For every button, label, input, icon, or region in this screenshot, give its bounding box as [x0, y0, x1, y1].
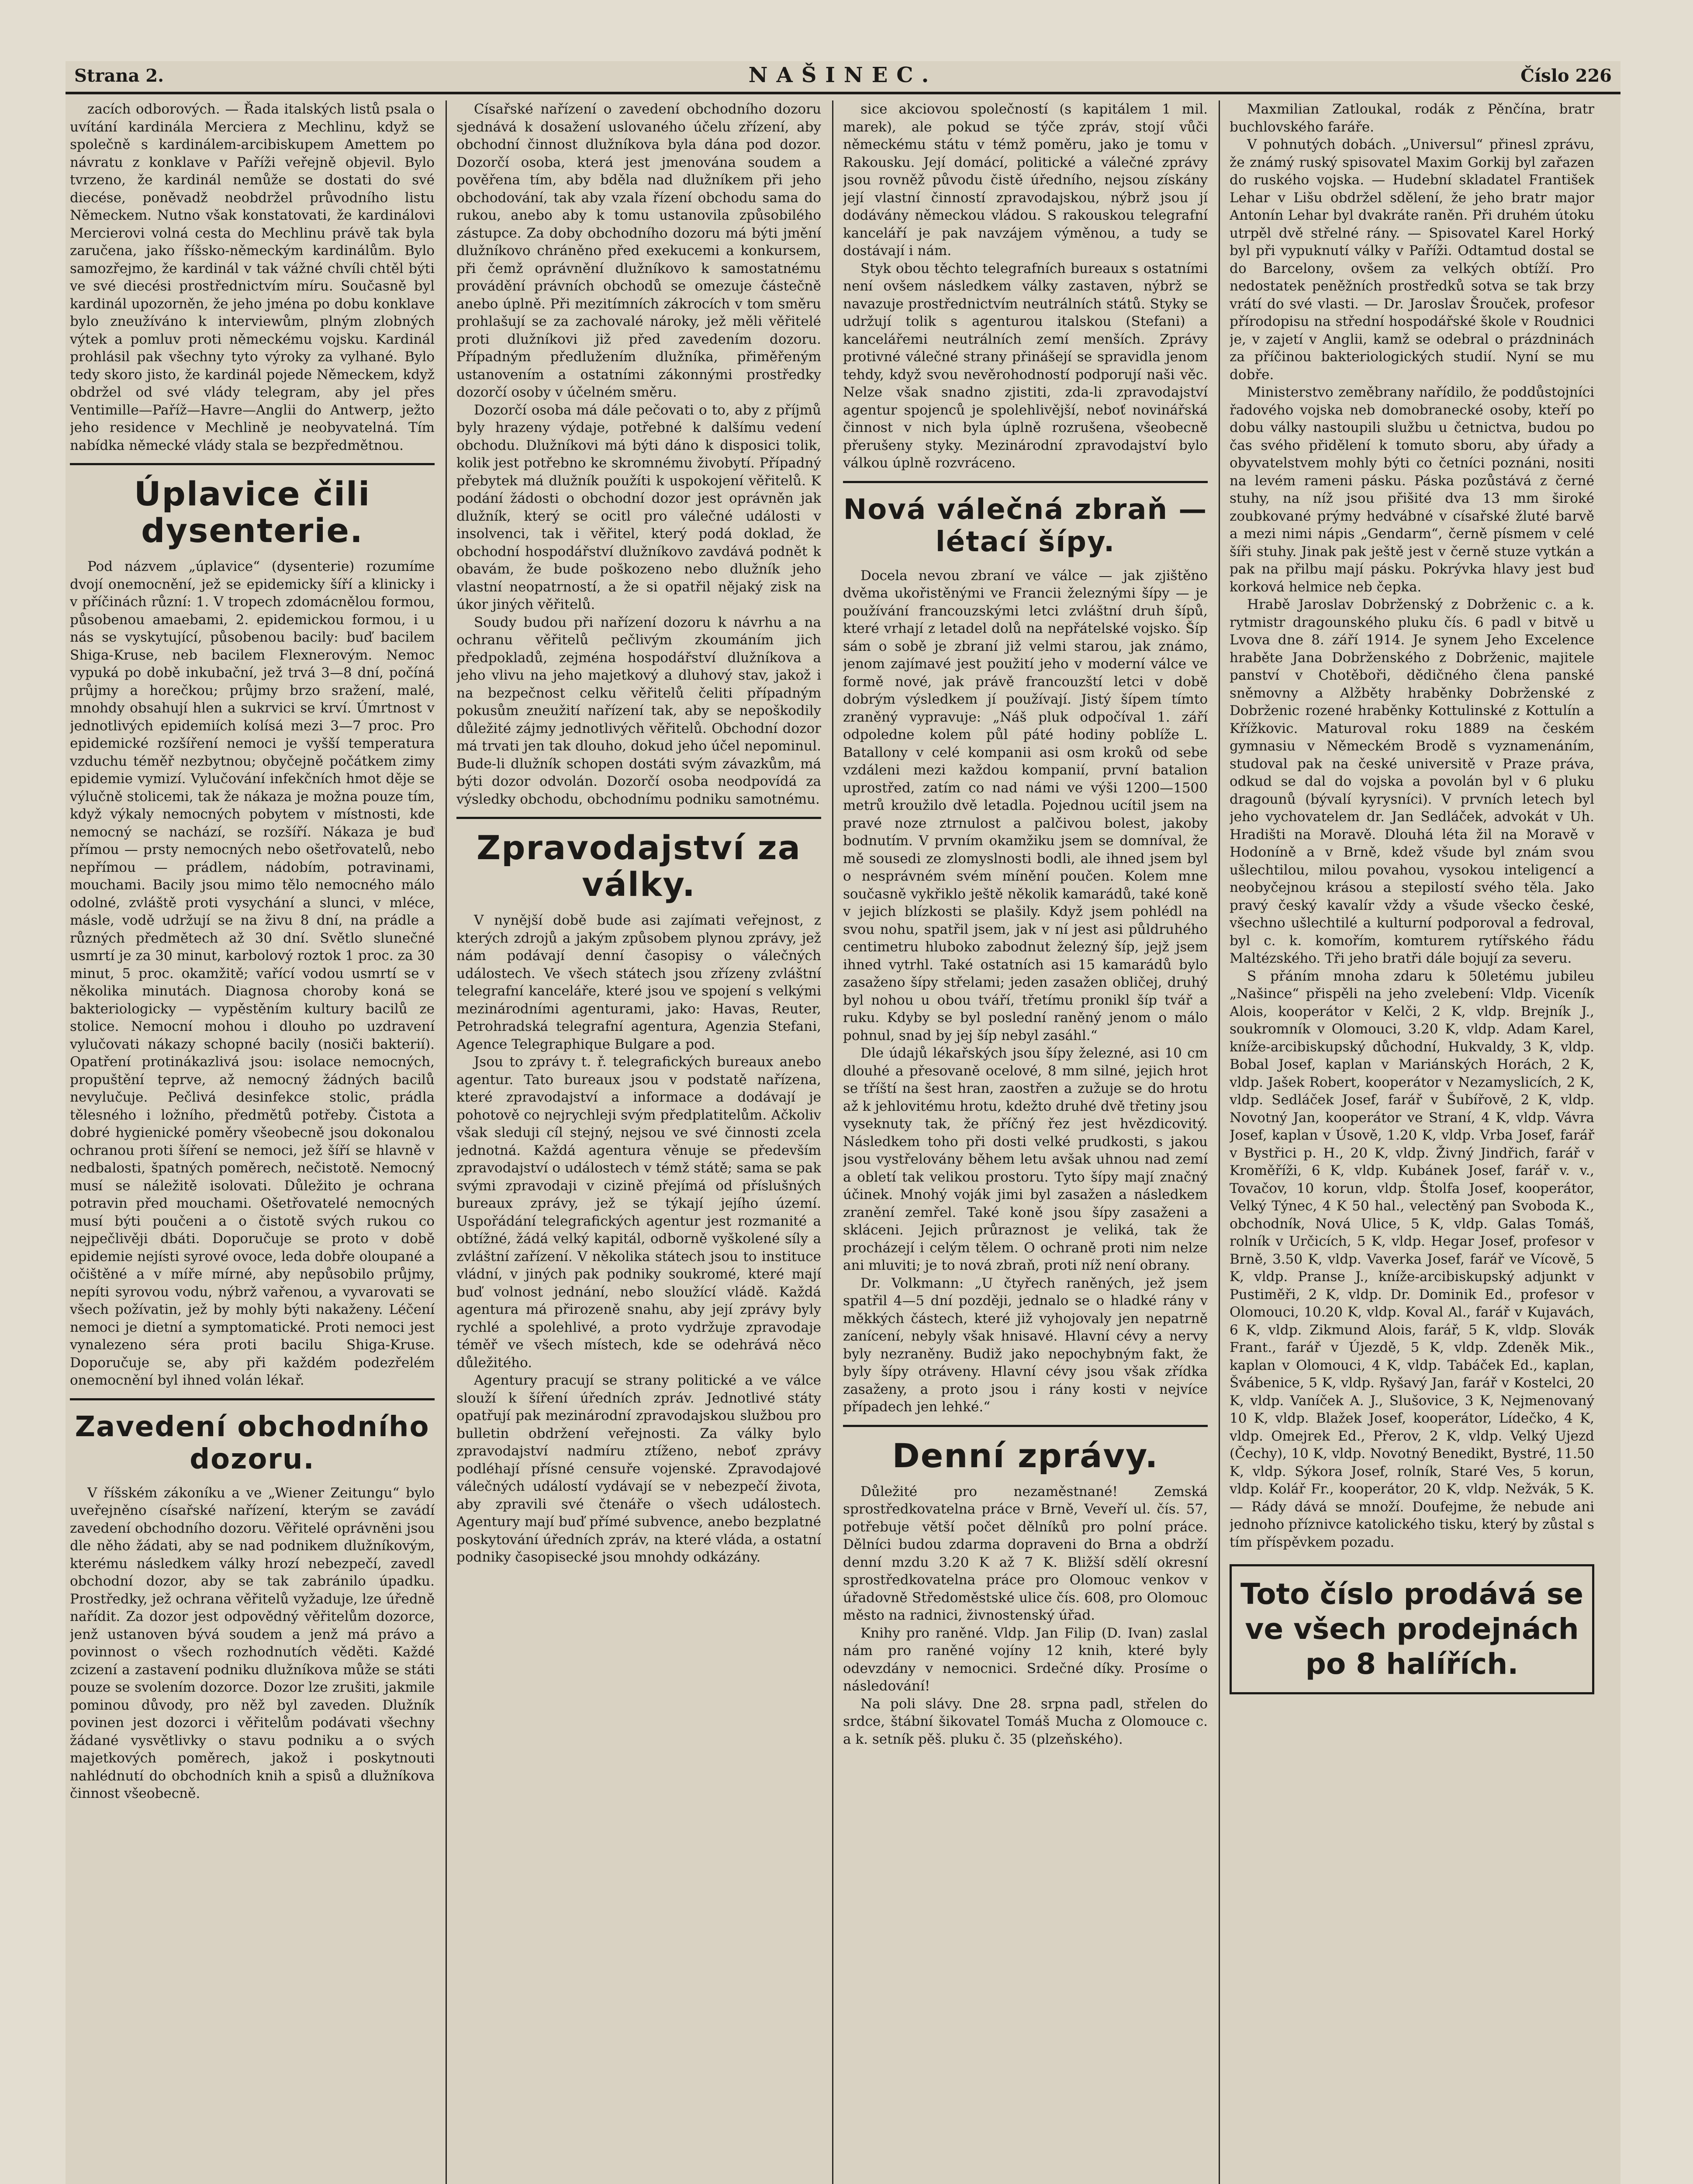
article-heading: Zpravodajství za války.: [477, 828, 801, 904]
article-text: Na poli slávy. Dne 28. srpna padl, střelen do srdce, štábní šikovatel Tomáš Mucha z Olomouce c. a k. setník pěš. pluku č. 35 (plzeňského).: [843, 1696, 1208, 1747]
article-text: V říšském zákoníku a ve „Wiener Zeitungu“ bylo uveřejněno císařské nařízení, kterým se zavádí zavedení obchodního dozoru. Věřitelé oprávněni jsou dle něho žádati, aby se nad podnikem dlužníkovým, kterému následkem války hrozí nebezpečí, zavedl obchodní dozor, aby se tak zabránilo úpadku. Prostředky, jež ochrana věřitelů vyžaduje, lze úředně nařídit. Za dozor jest odpovědný věřitelům dozorce, jenž ustanoven bývá soudem a jenž má právo a povinnost o všech rozhodnutích věděti. Každé zcizení a zastavení podniku dlužníkova může se státi pouze se svolením dozorce. Dozor lze zrušiti, jakmile pominou důvody, pro něž byl zaveden. Dlužník povinen jest dozorci i věřitelům podávati všechny žádané vysvětlivky o stavu podniku a o svých majetkových poměrech, jakož i poskytnouti nahlédnutí do obchodních knih a spisů a dlužníkova činnost všeobecně.: [70, 1485, 435, 1801]
column-4: [1230, 100, 1594, 2184]
article-text: S přáním mnoha zdaru k 50letému jubileu „Našince“ přispěli na jeho zvelebení: Vldp. Viceník Alois, kooperátor v Kelči, 2 K, vldp. Brejník J., soukromník v Olomouci, 3.20 K, vldp. Adam Karel, kníže-arcibiskupský důchodní, Hukvaldy, 3 K, vldp. Bobal Josef, kaplan v Mariánských Horách, 2 K, vldp. Jašek Robert, kooperátor v Nezamyslicích, 2 K, vldp. Sedláček Josef, farář v Šubířově, 2 K, vldp. Novotný Jan, kooperátor ve Straní, 4 K, vldp. Vávra Josef, kaplan v Úsově, 1.20 K, vldp. Vrba Josef, farář v Bystřici p. H., 20 K, vldp. Živný Jindřich, farář v Kroměříži, 6 K, vldp. Kubánek Josef, farář v. v., Tovačov, 10 korun, vldp. Štolfa Josef, kooperátor, Velký Týnec, 4 K 50 hal., velectěný pan Svoboda K., obchodník, Nová Ulice, 5 K, vldp. Galas Tomáš, rolník v Určicích, 5 K, vldp. Hegar Josef, profesor v Brně, 3.50 K, vldp. Vaverka Josef, farář ve Vícově, 5 K, vldp. Pranse J., kníže-arcibiskupský adjunkt v Pustiměři, 2 K, vldp. Dr. Dominik Ed., profesor v Olomouci, 10.20 K, vldp. Koval Al., farář v Kujavách, 6 K, vldp. Zikmund Alois, farář, 5 K, vldp. Slovák Frant., farář v Újezdě, 5 K, vldp. Zdeněk Mik., kaplan v Olomouci, 4 K, vldp. Tabáček Ed., kaplan, Švábenice, 5 K, vldp. Ryšavý Jan, farář v Kostelci, 20 K, vldp. Vaníček A. J., Slušovice, 3 K, Nejmenovaný 10 K, vldp. Blažek Josef, kooperátor, Lídečko, 4 K, vldp. Omejrek Ed., Přerov, 2 K, vldp. Velký Ujezd (Čechy), 10 K, vldp. Novotný Benedikt, Bystré, 11.50 K, vldp. Sýkora Josef, rolník, Staré Ves, 5 korun, vldp. Kolář Fr., kooperátor, 20 K, vldp. Nežvák, 5 K. — Rády dává se množí. Doufejme, že nebude ani jednoho příznivce katolického tisku, který by zůstal s tím příspěvkem pozadu.: [1230, 968, 1594, 1550]
article-text: Knihy pro raněné. Vldp. Jan Filip (D. Ivan) zaslal nám pro raněné vojíny 12 knih, které byly odevzdány v nemocnici. Srdečné díky. Prosíme o následování!: [843, 1625, 1208, 1694]
article-text: Dr. Volkmann: „U čtyřech raněných, jež jsem spatřil 4—5 dní později, jednalo se o hladké rány v měkkých částech, které již vyhojovaly jen nepatrně zanícení, nebyly však hnisavé. Hlavní cévy a nervy byly nezraněny. Budiž jako nepochybným fakt, že byly šípy otráveny. Hlavní cévy jsou však zřídka zasaženy, a proto jsou i rány kosti v nejvíce případech jen lehké.“: [843, 1275, 1208, 1415]
article-divider: [70, 1398, 435, 1400]
article-text: V pohnutých dobách. „Universul“ přinesl zprávu, že známý ruský spisovatel Maxim Gorkij byl zařazen do ruského vojska. — Hudební skladatel František Lehar v Lišu obdržel sdělení, že jeho bratr major Antonín Lehar byl dvakráte raněn. Při druhém útoku utrpěl dvě střelné rány. — Spisovatel Karel Horký byl při vypuknutí války v Paříži. Odtamtud dostal se do Barcelony, ovšem za velkých obtíží. Pro nedostatek peněžních prostředků sotva se tak brzy vrátí do své vlasti. — Dr. Jaroslav Šrouček, profesor přírodopisu na střední hospodářské škole v Roudnici je, v zajetí v Anglii, kamž se odebral o prázdninách za příčinou bakteriologických studií. Nyní se mu dobře.: [1230, 137, 1594, 383]
article-text: Jsou to zprávy t. ř. telegrafických bureaux anebo agentur. Tato bureaux jsou v podstatě nařízena, které zpravodajství a informace a dodávají je pohotově co nejrychleji svým předplatitelům. Ačkoliv však sleduji cíl stejný, nejsou ve své činnosti zcela jednotná. Každá agentura věnuje se především zpravodajství o událostech v témž státě; sama se pak svými zpravodaji v cizině přejímá od příslušných bureaux zprávy, jež se týkají jejího území. Uspořádání telegrafických agentur jest rozmanité a obtížné, žádá velký kapitál, odborně vyškolené síly a zvláštní zařízení. V několika státech jsou to instituce vládní, v jiných pak podniky soukromé, které mají buď volnost jednání, nebo sloužící vládě. Každá agentura má přirozeně snahu, aby její zprávy byly rychlé a spolehlivé, a proto vydržuje zpravodaje téměř ve všech místech, kde se odehrává něco důležitého.: [456, 1054, 821, 1371]
article-text: sice akciovou společností (s kapitálem 1 mil. marek), ale pokud se týče zpráv, stojí vůči německému státu v témž poměru, jako je tomu v Rakousku. Její domácí, politické a válečné zprávy jsou rovněž původu čistě úředního, nejsou získány její vlastní činností zpravodajskou, nýbrž jsou jí dodávány německou vládou. S rakouskou telegrafní kanceláří je pak navzájem výměnou, a tudy se dostávají i nám.: [843, 101, 1208, 259]
column-divider: [1219, 100, 1220, 2184]
article-text: Docela nevou zbraní ve válce — jak zjištěno dvěma ukořistěnými ve Francii železnými šípy — je používání francouzskými letci zvláštní druh šípů, které vrhají z letadel dolů na nepřátelské vojsko. Šíp sám o sobě je zbraní již velmi starou, jak známo, jenom zajímavé jest použití jeho v moderní válce ve formě nové, jak právě francouzští letci v době dobrým výsledkem jí používají. Jistý šípem tímto zraněný vypravuje: „Náš pluk odpočíval 1. září odpoledne kolem půl páté hodiny poblíže L. Batallony v celé kompanii asi osm kroků od sebe vzdáleni mezi každou kompanií, první batalion uprostřed, zatím co nad námi ve výši 1200—1500 metrů kroužilo dvě letadla. Pojednou ucítil jsem na pravé noze ztrnulost a palčivou bolest, jakoby bodnutím. V prvním okamžiku jsem se domníval, že mě sousedi ze zlomyslnosti bodli, ale ihned jsem byl o nesprávném svém mínění poučen. Kolem mne současně vykřiklo ještě několik kamarádů, také koně v jejich blízkosti se plašily. Když jsem pohlédl na svou nohu, spatřil jsem, jak v ní jest asi půldruhého centimetru hluboko zabodnut železný šíp, jejž jsem ihned vytrhl. Také ostatních asi 15 kamarádů bylo zasaženo šípy střelami; jeden zasažen obličej, druhý byl nohou u obou tváří, třetímu pronikl šíp tvář a ruku. Kdyby se byl poslední raněný jenom o málo pohnul, snad by jej šíp nebyl zasáhl.“: [843, 567, 1208, 1044]
article-heading: Úplavice čili dysenterie.: [134, 474, 371, 550]
newspaper-page: [66, 61, 1620, 2184]
page-header: [66, 61, 1620, 92]
article-text: Soudy budou při nařízení dozoru k návrhu a na ochranu věřitelů pečlivým zkoumáním jich předpokladů, zejména hospodářství dlužníkova a jeho vlivu na jeho majetkový a dluhový stav, jakož i na bezpečnost celku věřitelů čeliti případným pokusům zneužití nařízení tak, aby se nepoškodily důležité zájmy jednotlivých věřitelů. Obchodní dozor má trvati jen tak dlouho, dokud jeho účel nepominul. Bude-li dlužník schopen dostáti svým závazkům, má býti dozor odvolán. Dozorčí osoba neodpovídá za výsledky obchodu, obchodnímu podniku samotnému.: [456, 614, 821, 807]
header-rule: [66, 92, 1620, 94]
column-divider: [446, 100, 447, 2184]
article-text: Pod názvem „úplavice“ (dysenterie) rozumíme dvojí onemocnění, jež se epidemicky šíří a klinicky i v příčinách různí: 1. V tropech zdomácnělou formou, působenou amaebami, 2. epidemickou formou, i u nás se vyskytující, působenou bacily: buď bacilem Shiga-Kruse, neb bacilem Flexnerovým. Nemoc vypuká po době inkubační, jež trvá 3—8 dní, počíná průjmy a horečkou; průjmy brzo sražení, malé, mnohdy obsahují hlen a sukrvici se krví. Úmrtnost v jednotlivých epidemiích kolísá mezi 3—7 proc. Pro epidemické rozšíření nemoci je vyšší temperatura vzduchu téměř nezbytnou; obyčejně počátkem zimy epidemie vymizí. Vylučování infekčních hmot děje se výlučně stolicemi, tak že nákaza je možna pouze tím, když výkaly nemocných pobytem v místnosti, kde nemocný se nachází, se rozšíří. Nákaza je buď přímou — prsty nemocných nebo ošetřovatelů, nebo nepřímou — prádlem, nádobím, potravinami, mouchami. Bacily jsou mimo tělo nemocného málo odolné, zvláště proti vysychání a slunci, v mléce, másle, vodě udržují se na živu 8 dní, na prádle a různých předmětech až 30 dní. Světlo slunečné usmrtí je za 30 minut, karbolový roztok 1 proc. za 30 minut, 5 proc. okamžitě; vařící vodou usmrtí se v několika minutách. Diagnosa choroby koná se bakteriologicky — vypěstěním kultury bacilů ze stolice. Nemocní mohou i dlouho po uzdravení vylučovati nákazy schopné bacily (nosiči bakterií). Opatření protinákazlivá jsou: isolace nemocných, propuštění teprve, až nemocný žádných bacilů nevylučuje. Pečlivá desinfekce stolic, prádla tělesného i ložního, předmětů potřeby. Čistota a dobré hygienické poměry všeobecně jsou dokonalou ochranou proti šíření se nemoci, jež šíří se hlavně v nedbalosti, špatných poměrech, nečistotě. Nemocný musí se náležitě isolovati. Důležito je ochrana potravin před mouchami. Ošetřovatelé nemocných musí býti poučeni a o čistotě svých rukou co nejpečlivěji dbáti. Doporučuje se proto v době epidemie nejísti syrové ovoce, leda dobře oloupané a očištěné a v míře mírné, aby nepůsobilo průjmy, nepíti syrovou vodu, nýbrž vařenou, a vyvarovati se všech požívatin, jež by mohly býti nakaženy. Léčení nemoci je dietní a symptomatické. Proti nemoci jest vynalezeno séra proti bacilu Shiga-Kruse. Doporučuje se, aby při každém podezřelém onemocnění byl ihned volán lékař.: [70, 559, 435, 1388]
article-text: zacích odborových. — Řada italských listů psala o uvítání kardinála Merciera z Mechlinu, když se společně s kardinálem-arcibiskupem Amettem po návratu z konklave v Paříži veřejně objevil. Bylo tvrzeno, že kardinál nemůže se dostati do své diecése, poněvadž neobdržel průvodního listu Německem. Nutno však konstatovati, že kardinálovi Mercierovi volná cesta do Mechlinu právě tak byla zaručena, jako říšsko-německým kardinálům. Bylo samozřejmo, že kardinál v tak vážné chvíli chtěl býti ve své diecési prostřednictvím míru. Současně byl kardinál upozorněn, že jeho jména po dobu konklave bylo zneužíváno k interviewům, plným zlobných výtek a pomluv proti německému vojsku. Kardinál prohlásil pak všechny tyto výroky za vylhané. Bylo tedy skoro jisto, že kardinál pojede Německem, když obdržel od své vlády telegram, aby jel přes Ventimille—Paříž—Havre—Anglii do Antwerp, ježto jeho residence v Mechlině je neobyvatelná. Tím nabídka německé vlády stala se bezpředmětnou.: [70, 101, 435, 453]
article-text: Maxmilian Zatloukal, rodák z Pěnčína, bratr buchlovského faráře.: [1230, 101, 1594, 135]
article-text: Dozorčí osoba má dále pečovati o to, aby z příjmů byly hrazeny výdaje, potřebné k dalšímu vedení obchodu. Dlužníkovi má býti dáno k disposici tolik, kolik jest potřebno ke skromnému živobytí. Případný přebytek má dlužník použíti k uspokojení věřitelů. K podání žádosti o obchodní dozor jest oprávněn jak dlužník, který se ocitl pro válečné události v insolvenci, tak i věřitel, který podá doklad, že obchodní hospodářství dlužníkovo zavdává podnět k obavám, že bude poškozeno nebo dlužník jeho vlastní neopatrností, a že si opatřil nějaký zisk na úkor jiných věřitelů.: [456, 402, 821, 612]
article-heading: Zavedení obchodního dozoru.: [75, 1410, 430, 1476]
article-text: Styk obou těchto telegrafních bureaux s ostatními není ovšem následkem války zastaven, nýbrž se navazuje prostřednictvím neutrálních států. Styky se udržují tolik s agenturou italskou (Stefani) a kancelářemi neutrálních zemí menších. Zprávy protivné válečné strany přinášejí se spravidla jenom tehdy, když svou nevěrohodností podporují naši věc. Nelze však snadno zjistiti, zda-li zpravodajství agentur spojenců je spolehlivější, neboť novinářská činnost v nich byla úplně rozrušena, všeobecně přerušeny styky. Mezinárodní zpravodajství bylo válkou úplně rozvráceno.: [843, 260, 1208, 471]
page-number: Strana 2.: [74, 66, 164, 86]
article-text: Dle údajů lékařských jsou šípy železné, asi 10 cm dlouhé a přesovaně ocelové, 8 mm silné, jejich hrot se tříští na šest hran, zaostřen a zužuje se do hrotu až k jehlovitému hrotu, kdežto druhé dvě třetiny jsou vyseknuty tak, že příčný řez jest hvězdicovitý. Následkem toho při dosti velké prudkosti, s jakou jsou vystřelovány během letu avšak uhnou nad zemí a obletí tak velikou prostoru. Tyto šípy mají značný účinek. Mnohý voják jimi byl zasažen a následkem zranění zemřel. Také koně jsou šípy zasaženi a skláceni. Jejich průraznost je veliká, tak že procházejí i celým tělem. O ochraně proti nim nelze ani mluviti; je to nová zbraň, proti níž není obrany.: [843, 1045, 1208, 1273]
newspaper-title: NAŠINEC.: [748, 63, 938, 87]
article-text: Důležité pro nezaměstnané! Zemská sprostředkovatelna práce v Brně, Veveří ul. čís. 57, potřebuje větší počet dělníků pro polní práce. Dělníci budou zdarma dopraveni do Brna a obdrží denní mzdu 3.20 K až 7 K. Bližší sdělí okresní sprostředkovatelna práce pro Olomouc venkov v úřadovně Středoměstské ulice čís. 608, pro Olomouc město na radnici, živnostenský úřad.: [843, 1483, 1208, 1623]
column-divider: [832, 100, 833, 2184]
column-3: [843, 100, 1208, 2184]
article-divider: [70, 463, 435, 465]
article-text: Ministerstvo zeměbrany nařídilo, že poddůstojníci řadového vojska neb domobranecké osoby, kteří po dobu války nastoupili službu u četnictva, budou po čas svého přidělení k tomuto sboru, aby úřady a obyvatelstvem mohly býti co četníci poznáni, nositi na levém rameni pásku. Páska pozůstává z černé stuhy, na níž jsou přišité dva 13 mm široké zoubkované prýmy hedvábné v císařské žluté barvě a mezi nimi nápis „Gendarm“, černě písmem v celé šíři stuhy. Jinak pak ještě jest v černě stuze vytkán a pak na přilbu mají pásku. Pokrývka hlavy jest buď korková helmice neb čepka.: [1230, 384, 1594, 595]
article-heading: Nová válečná zbraň — létací šípy.: [843, 493, 1208, 558]
column-2: [456, 100, 821, 2184]
article-text: Hrabě Jaroslav Dobrženský z Dobrženic c. a k. rytmistr dragounského pluku čís. 6 padl v bitvě u Lvova dne 8. září 1914. Je synem Jeho Excelence hraběte Jana Dobrženského z Dobrženic, majitele panství v Chotěboři, dědičného člena panské sněmovny a Alžběty hraběnky Dobrženské z Dobrženic rozené hraběnky Kottulinské z Kottulín a Křížkovic. Maturoval roku 1889 na českém gymnasiu v Německém Brodě s vyznamenáním, studoval pak na české universitě v Praze práva, odkud se dal do vojska a povolán byl v 6 pluku dragounů (bývalí kyrysníci). V prvních letech byl jeho vychovatelem dr. Jan Sedláček, advokát v Uh. Hradišti na Moravě. Dlouhá léta žil na Moravě v Hodoníně a v Brně, kdež všude byl znám svou ušlechtilou, milou povahou, vysokou inteligencí a neobyčejnou krásou a stepilostí svého těla. Jako pravý český kavalír vždy a všude všecko české, všechno ušlechtilé a kulturní podporoval a fedroval, byl c. k. komořím, komturem rytířského řádu Maltézského. Tři jeho bratři dále bojují za severu.: [1230, 597, 1594, 966]
price-advertisement: Toto číslo prodává se ve všech prodejnách po 8 halířích.: [1230, 1564, 1594, 1694]
article-heading: Denní zprávy.: [892, 1436, 1159, 1475]
article-divider: [456, 817, 821, 819]
issue-number: Číslo 226: [1520, 66, 1612, 86]
article-text: Agentury pracují se strany politické a ve válce slouží k šíření úředních zpráv. Jednotlivé státy opatřují pak mezinárodní zpravodajskou službou pro bulletin obdržení veřejnosti. Za války bylo zpravodajství nadmíru ztíženo, neboť zprávy podléhají přísné censuře vojenské. Zpravodajové válečných událostí vydávají se v nebezpečí života, aby zpravili své čtenáře o všech událostech. Agentury mají buď přímé subvence, anebo bezplatné poskytování úředních zpráv, na které vláda, a ostatní podniky časopisecké jsou mnohdy odkázány.: [456, 1372, 821, 1565]
article-text: Císařské nařízení o zavedení obchodního dozoru sjednává k dosažení uslovaného účelu zřízení, aby obchodní činnost dlužníkova byla dána pod dozor. Dozorčí osoba, která jest jmenována soudem a pověřena tím, aby bděla nad dlužníkem při jeho obchodování, tak aby vzala řízení obchodu sama do rukou, anebo aby k tomu ustanovila způsobilého zástupce. Za doby obchodního dozoru má býti jmění dlužníkovo chráněno před exekucemi a konkursem, při čemž oprávnění dlužníkovo k samostatnému provádění právních obchodů se omezuje částečně anebo úplně. Při mezitímních zákrocích v tom směru prohlašují se za zachovalé nároky, jež měli věřitelé proti dlužníkovi již před zavedením dozoru. Případným předlužením dlužníka, přiměřeným ustanovením a ostatními zákonnými prostředky dozorčí osoby v účelném směru.: [456, 101, 821, 400]
article-text: V nynější době bude asi zajímati veřejnost, z kterých zdrojů a jakým způsobem plynou zprávy, jež nám podávají denní časopisy o válečných událostech. Ve všech státech jsou zřízeny zvláštní telegrafní kanceláře, které jsou ve spojení s velkými mezinárodními agenturami, jako: Havas, Reuter, Petrohradská telegrafní agentura, Agenzia Stefani, Agence Telegraphique Bulgare a pod.: [456, 912, 821, 1052]
article-divider: [843, 481, 1208, 483]
column-1: [70, 100, 435, 2184]
article-divider: [843, 1425, 1208, 1427]
